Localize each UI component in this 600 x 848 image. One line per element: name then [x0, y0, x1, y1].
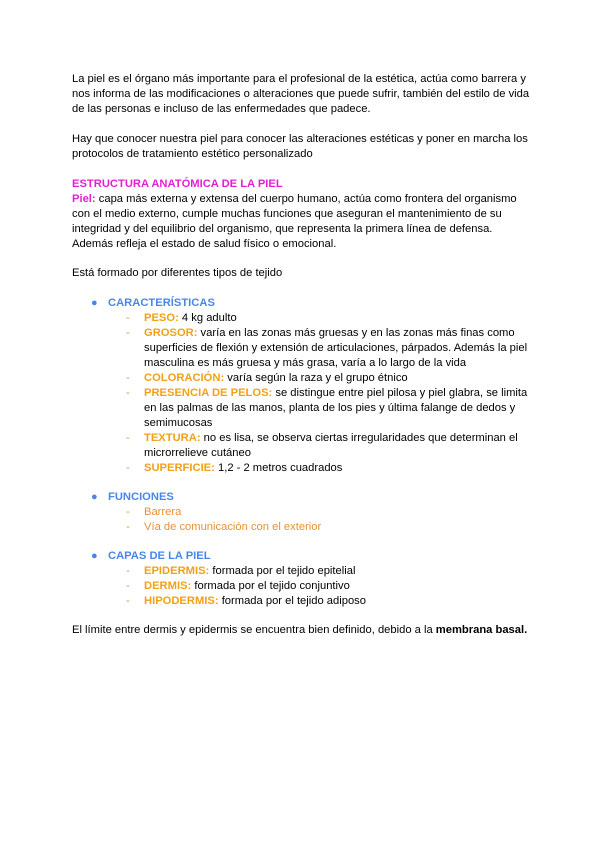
funcion-text: Barrera — [144, 506, 182, 518]
term-label: PRESENCIA DE PELOS: — [144, 387, 273, 399]
intro-paragraph-2: Hay que conocer nuestra piel para conocer las alteraciones estéticas y poner en marcha los protocolos de tratamiento estético personalizado — [72, 133, 528, 160]
term-label: SUPERFICIE: — [144, 462, 215, 474]
piel-definition — [72, 192, 532, 252]
term-label: COLORACIÓN: — [144, 372, 225, 384]
term-label: EPIDERMIS: — [144, 565, 210, 577]
sub-item — [108, 505, 532, 520]
document-page — [72, 72, 532, 638]
sub-item — [108, 520, 532, 535]
list-item-funciones — [72, 490, 532, 535]
piel-label: Piel: — [72, 193, 96, 205]
capas-label: CAPAS DE LA PIEL — [108, 550, 211, 562]
funciones-label: FUNCIONES — [108, 491, 174, 503]
sub-item — [108, 326, 532, 371]
dash-icon: - — [126, 327, 130, 339]
term-label: TEXTURA: — [144, 432, 201, 444]
caracteristicas-label: CARACTERÍSTICAS — [108, 297, 215, 309]
sub-item — [108, 311, 532, 326]
term-text: formada por el tejido conjuntivo — [191, 580, 350, 592]
term-label: GROSOR: — [144, 327, 198, 339]
bullet-icon: ● — [91, 297, 98, 309]
term-text: formada por el tejido adiposo — [218, 595, 366, 607]
sub-item — [108, 594, 532, 609]
term-label: DERMIS: — [144, 580, 192, 592]
term-text: no es lisa, se observa ciertas irregularidades que determinan el microrrelieve cutáneo — [144, 432, 518, 459]
dash-icon: - — [126, 387, 130, 399]
sub-item — [108, 579, 532, 594]
term-text: 1,2 - 2 metros cuadrados — [214, 462, 343, 474]
bullet-icon: ● — [91, 550, 98, 562]
sub-item — [108, 431, 532, 461]
sub-item — [108, 461, 532, 476]
dash-icon: - — [126, 462, 130, 474]
sub-item — [108, 386, 532, 431]
section-title: ESTRUCTURA ANATÓMICA DE LA PIEL — [72, 178, 283, 190]
dash-icon: - — [126, 521, 130, 533]
caracteristicas-sublist — [108, 311, 532, 476]
list-item-caracteristicas — [72, 296, 532, 476]
sub-item — [108, 371, 532, 386]
closing-paragraph — [72, 623, 532, 638]
term-text: 4 kg adulto — [178, 312, 237, 324]
dash-icon: - — [126, 506, 130, 518]
funciones-sublist — [108, 505, 532, 535]
term-text: formada por el tejido epitelial — [209, 565, 356, 577]
main-list — [72, 296, 532, 609]
closing-bold: membrana basal. — [435, 624, 528, 636]
dash-icon: - — [126, 595, 130, 607]
piel-text: capa más externa y extensa del cuerpo humano, actúa como frontera del organismo con el medio externo, cumple muchas funciones que aseguran el mantenimiento de su integridad y del equilibrio del organismo, que representa la primera línea de defensa. Además refleja el estado de salud físico o emocional. — [72, 193, 517, 250]
funcion-text: Vía de comunicación con el exterior — [144, 521, 322, 533]
intro-paragraph-1: La piel es el órgano más importante para el profesional de la estética, actúa como barrera y nos informa de las modificaciones o alteraciones que puede sufrir, también del estilo de vida de las personas e incluso de las enfermedades que padece. — [72, 73, 530, 115]
dash-icon: - — [126, 565, 130, 577]
term-text: varía en las zonas más gruesas y en las zonas más finas como superficies de flexión y extensión de articulaciones, párpados. Además la piel masculina es más gruesa y más grasa, varía a lo largo de la vida — [144, 327, 528, 369]
closing-text: El límite entre dermis y epidermis se encuentra bien definido, debido a la — [72, 624, 436, 636]
tissue-intro: Está formado por diferentes tipos de tejido — [72, 267, 283, 279]
term-label: HIPODERMIS: — [144, 595, 219, 607]
dash-icon: - — [126, 312, 130, 324]
term-text: se distingue entre piel pilosa y piel glabra, se limita en las palmas de las manos, planta de los pies y última falange de dedos y semimucosas — [144, 387, 528, 429]
bullet-icon: ● — [91, 491, 98, 503]
dash-icon: - — [126, 580, 130, 592]
capas-sublist — [108, 564, 532, 609]
dash-icon: - — [126, 372, 130, 384]
term-text: varía según la raza y el grupo étnico — [224, 372, 408, 384]
dash-icon: - — [126, 432, 130, 444]
term-label: PESO: — [144, 312, 179, 324]
sub-item — [108, 564, 532, 579]
list-item-capas — [72, 549, 532, 609]
